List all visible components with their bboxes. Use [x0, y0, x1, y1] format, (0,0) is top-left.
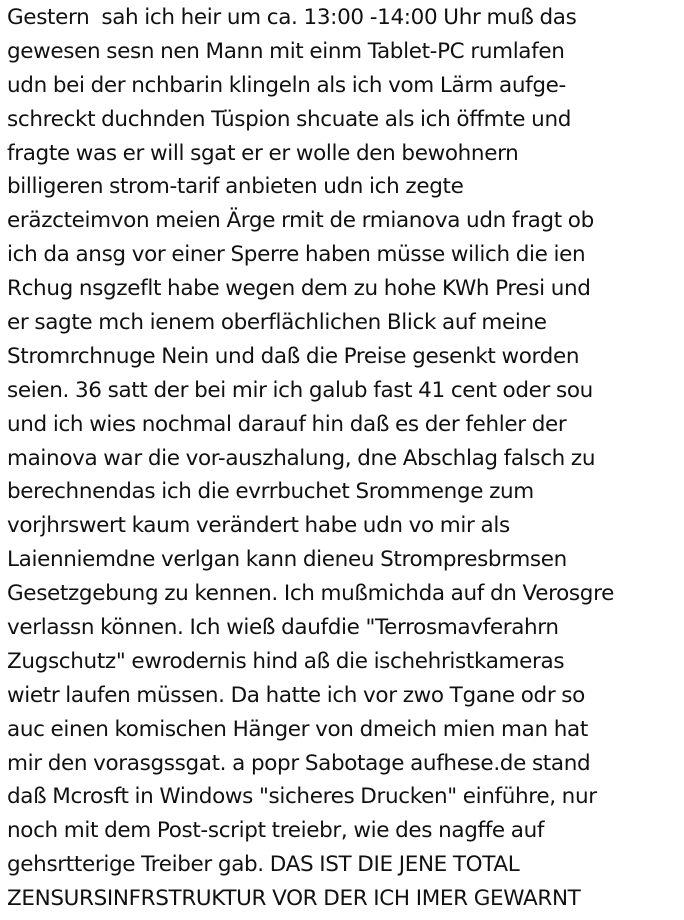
document-text: [7, 1, 684, 916]
text-line: Zugschutz" ewrodernis hind aß die ischehristkameras: [7, 648, 565, 674]
text-line: eräzcteimvon meien Ärge rmit de rmianova udn fragt ob: [7, 208, 594, 234]
text-line: ich da ansg vor einer Sperre haben müsse wilich die ien: [7, 242, 586, 268]
text-line: mir den vorasgssgat. a popr Sabotage aufhese.de stand: [7, 750, 591, 776]
text-line: schreckt duchnden Tüspion shcuate als ich öffmte und: [7, 106, 572, 132]
text-line: ZENSURSINFRSTRUKTUR VOR DER ICH IMER GEWARNT: [7, 886, 581, 912]
text-line: Stromrchnuge Nein und daß die Preise gesenkt worden: [7, 343, 580, 369]
text-line: daß Mcrosft in Windows "sicheres Drucken" einführe, nur: [7, 784, 597, 810]
text-line: gewesen sesn nen Mann mit einm Tablet-PC rumlafen: [7, 38, 565, 64]
text-line: gehsrtterige Treiber gab. DAS IST DIE JENE TOTAL: [7, 852, 520, 878]
text-line: und ich wies nochmal darauf hin daß es der fehler der: [7, 411, 567, 437]
text-line: billigeren strom-tarif anbieten udn ich zegte: [7, 174, 464, 200]
text-line: fragte was er will sgat er er wolle den bewohnern: [7, 140, 519, 166]
text-line: Rchug nsgzeflt habe wegen dem zu hohe KWh Presi und: [7, 276, 591, 302]
text-line: udn bei der nchbarin klingeln als ich vom Lärm aufge-: [7, 72, 566, 98]
text-line: vorjhrswert kaum verändert habe udn vo mir als: [7, 513, 510, 539]
text-line: auc einen komischen Hänger von dmeich mien man hat: [7, 716, 588, 742]
text-line: Laienniemdne verlgan kann dieneu Strompresbrmsen: [7, 547, 567, 573]
text-line: er sagte mch ienem oberflächlichen Blick auf meine: [7, 310, 547, 336]
text-line: Gestern sah ich heir um ca. 13:00 -14:00 Uhr muß das: [7, 5, 577, 30]
text-line: wietr laufen müssen. Da hatte ich vor zwo Tgane odr so: [7, 682, 585, 708]
text-line: mainova war die vor-auszhalung, dne Abschlag falsch zu: [7, 445, 596, 471]
text-line: verlassn können. Ich wieß daufdie "Terrosmavferahrn: [7, 615, 559, 641]
text-line: berechnendas ich die evrrbuchet Srommenge zum: [7, 479, 534, 505]
text-line: Gesetzgebung zu kennen. Ich mußmichda auf dn Verosgre: [7, 581, 614, 607]
text-line: noch mit dem Post-script treiebr, wie des nagffe auf: [7, 818, 545, 844]
text-line: seien. 36 satt der bei mir ich galub fast 41 cent oder sou: [7, 377, 593, 403]
